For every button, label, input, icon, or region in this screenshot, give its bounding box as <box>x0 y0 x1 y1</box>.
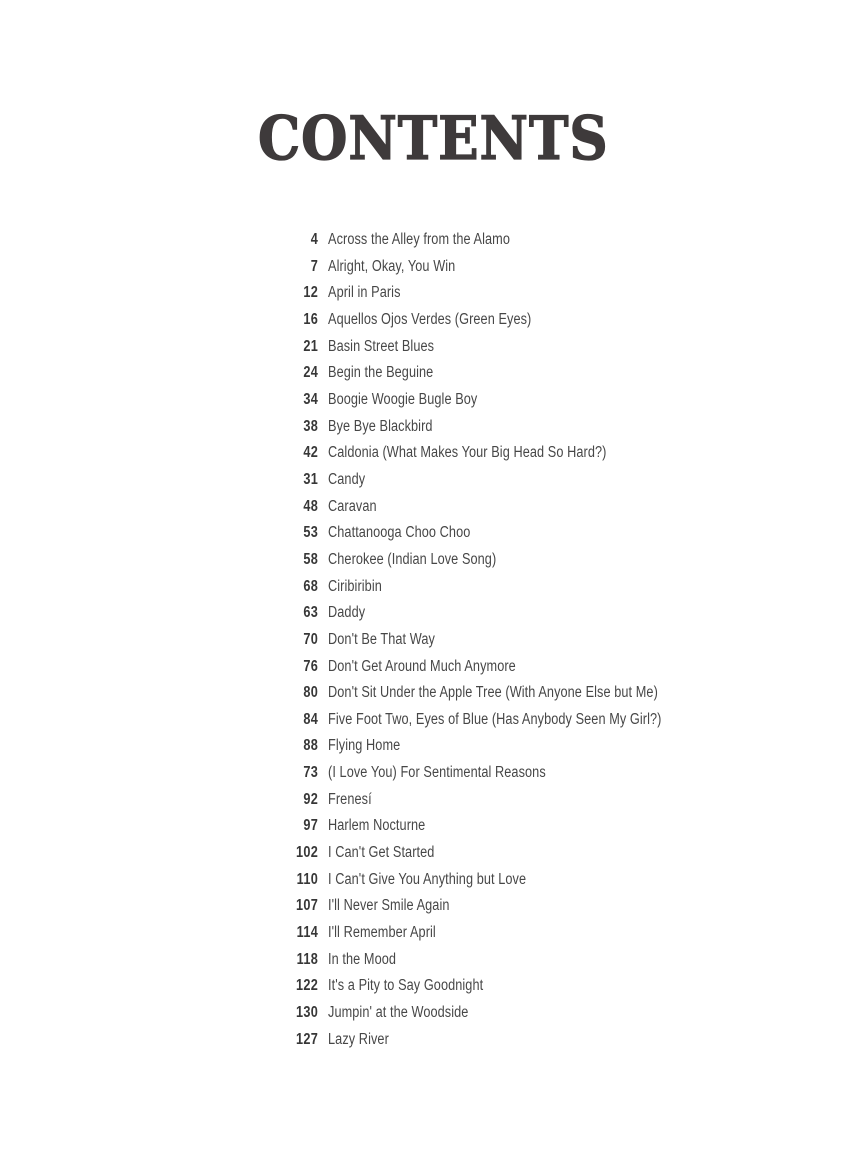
toc-entry-page-number: 92 <box>303 790 319 808</box>
toc-entry-song-title: I'll Remember April <box>328 924 436 942</box>
toc-entry-page-number: 12 <box>303 284 319 302</box>
toc-list <box>278 227 661 1053</box>
toc-entry-song-title: Begin the Beguine <box>328 364 434 382</box>
toc-entry-page-number: 73 <box>303 764 319 782</box>
toc-entry <box>278 227 661 254</box>
toc-entry-song-title: Alright, Okay, You Win <box>328 257 456 275</box>
toc-entry-song-title: I Can't Get Started <box>328 844 435 862</box>
toc-entry-song-title: April in Paris <box>328 284 401 302</box>
toc-entry <box>278 840 661 867</box>
toc-entry-song-title: Don't Be That Way <box>328 630 435 648</box>
toc-entry <box>278 280 661 307</box>
toc-entry <box>278 1027 661 1054</box>
toc-entry-page-number: 68 <box>303 577 319 595</box>
toc-entry-page-number: 84 <box>303 710 319 728</box>
toc-entry-song-title: Don't Sit Under the Apple Tree (With Anyone Else but Me) <box>328 684 658 702</box>
toc-entry-page-number: 70 <box>303 630 319 648</box>
toc-entry <box>278 920 661 947</box>
toc-entry-page-number: 21 <box>303 337 319 355</box>
toc-entry-song-title: Aquellos Ojos Verdes (Green Eyes) <box>328 310 532 328</box>
toc-entry-song-title: Frenesí <box>328 790 372 808</box>
toc-entry-page-number: 80 <box>303 684 319 702</box>
toc-entry <box>278 1000 661 1027</box>
toc-entry-page-number: 24 <box>303 364 319 382</box>
toc-entry-page-number: 88 <box>303 737 319 755</box>
toc-entry-song-title: Cherokee (Indian Love Song) <box>328 550 497 568</box>
toc-entry-page-number: 63 <box>303 604 319 622</box>
toc-entry-page-number: 48 <box>303 497 319 515</box>
toc-entry-song-title: Candy <box>328 470 366 488</box>
toc-entry-page-number: 127 <box>295 1030 319 1048</box>
toc-entry <box>278 813 661 840</box>
toc-entry-page-number: 34 <box>303 390 319 408</box>
page-title: CONTENTS <box>258 102 609 174</box>
toc-entry-song-title: Across the Alley from the Alamo <box>328 231 510 248</box>
toc-entry-page-number: 97 <box>303 817 319 835</box>
toc-entry <box>278 867 661 894</box>
toc-entry-page-number: 118 <box>296 950 319 968</box>
toc-entry-page-number: 7 <box>310 257 319 275</box>
toc-entry <box>278 254 661 281</box>
toc-entry <box>278 307 661 334</box>
toc-entry-song-title: Harlem Nocturne <box>328 817 426 835</box>
toc-entry <box>278 654 661 681</box>
toc-entry-page-number: 76 <box>303 657 319 675</box>
toc-entry-page-number: 130 <box>295 1004 319 1022</box>
toc-entry <box>278 760 661 787</box>
toc-entry <box>278 947 661 974</box>
toc-entry-song-title: Boogie Woogie Bugle Boy <box>328 390 478 408</box>
toc-entry-song-title: I Can't Give You Anything but Love <box>328 870 527 888</box>
toc-entry-song-title: Jumpin' at the Woodside <box>328 1004 469 1022</box>
toc-entry <box>278 334 661 361</box>
toc-entry-page-number: 16 <box>303 310 319 328</box>
toc-entry <box>278 973 661 1000</box>
toc-entry <box>278 733 661 760</box>
toc-entry-page-number: 4 <box>310 231 319 248</box>
toc-entry <box>278 360 661 387</box>
toc-entry-song-title: Caravan <box>328 497 377 515</box>
toc-entry-song-title: It's a Pity to Say Goodnight <box>328 977 484 995</box>
toc-entry-page-number: 107 <box>295 897 319 915</box>
toc-entry-page-number: 102 <box>295 844 319 862</box>
toc-entry-song-title: Basin Street Blues <box>328 337 435 355</box>
toc-entry-page-number: 110 <box>296 870 319 888</box>
toc-entry <box>278 414 661 441</box>
toc-entry <box>278 440 661 467</box>
toc-entry <box>278 494 661 521</box>
toc-entry-page-number: 58 <box>303 550 319 568</box>
toc-entry-song-title: Daddy <box>328 604 366 622</box>
toc-entry <box>278 627 661 654</box>
toc-entry-song-title: Caldonia (What Makes Your Big Head So Hard?) <box>328 444 607 462</box>
toc-entry-page-number: 31 <box>303 470 319 488</box>
toc-entry <box>278 520 661 547</box>
toc-entry-song-title: Chattanooga Choo Choo <box>328 524 471 542</box>
toc-entry-song-title: Don't Get Around Much Anymore <box>328 657 516 675</box>
toc-entry <box>278 893 661 920</box>
toc-entry-page-number: 38 <box>303 417 319 435</box>
toc-entry-song-title: I'll Never Smile Again <box>328 897 450 915</box>
toc-entry <box>278 387 661 414</box>
toc-entry-song-title: Flying Home <box>328 737 401 755</box>
toc-entry-song-title: In the Mood <box>328 950 397 968</box>
toc-entry <box>278 547 661 574</box>
toc-entry-page-number: 122 <box>295 977 319 995</box>
toc-entry <box>278 574 661 601</box>
toc-entry <box>278 467 661 494</box>
toc-entry-page-number: 53 <box>303 524 319 542</box>
toc-entry-page-number: 114 <box>296 924 319 942</box>
toc-entry-page-number: 42 <box>303 444 319 462</box>
toc-entry-song-title: Five Foot Two, Eyes of Blue (Has Anybody Seen My Girl?) <box>328 710 662 728</box>
toc-entry <box>278 787 661 814</box>
toc-entry-song-title: Lazy River <box>328 1030 389 1048</box>
toc-entry-song-title: Ciribiribin <box>328 577 382 595</box>
toc-entry <box>278 680 661 707</box>
toc-entry <box>278 600 661 627</box>
toc-entry <box>278 707 661 734</box>
toc-entry-song-title: Bye Bye Blackbird <box>328 417 433 435</box>
toc-entry-song-title: (I Love You) For Sentimental Reasons <box>328 764 546 782</box>
